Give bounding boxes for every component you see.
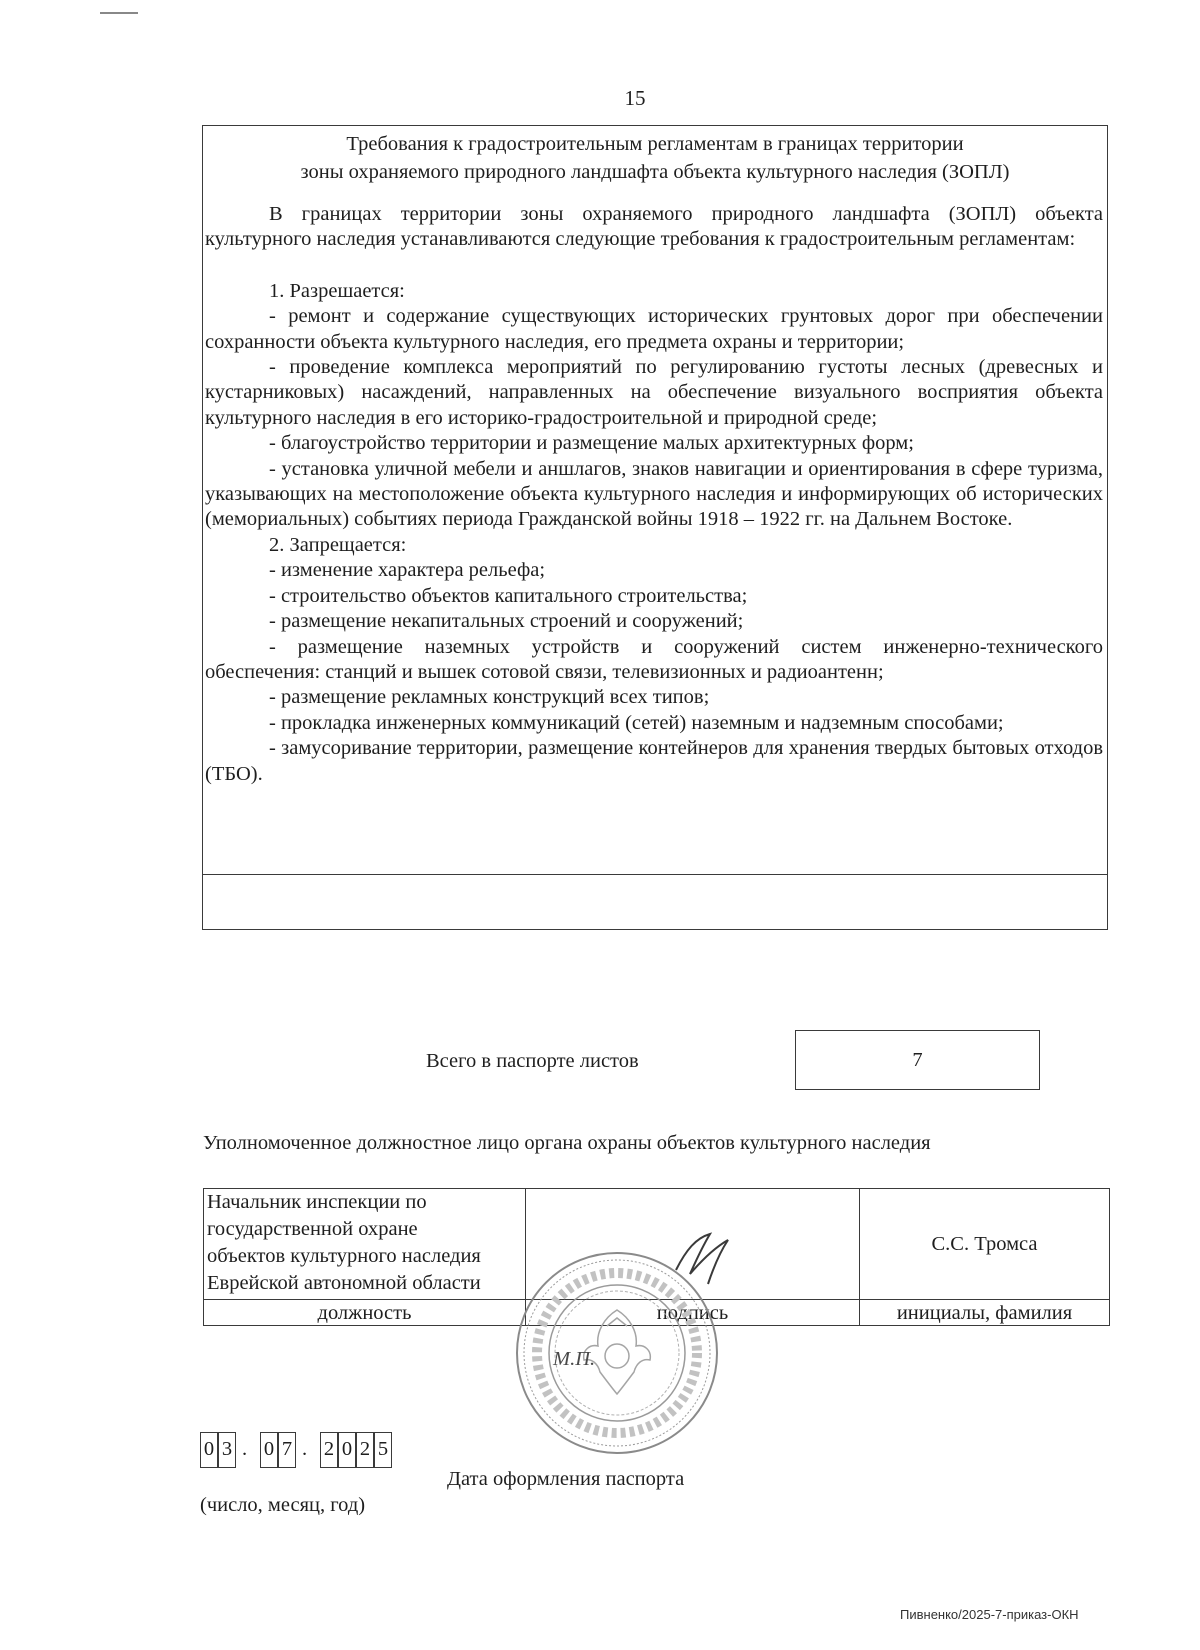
date-year-digit: 0 xyxy=(338,1432,356,1468)
forbidden-item: - изменение характера рельефа; xyxy=(269,559,546,582)
caption-position: должность xyxy=(203,1300,525,1326)
forbidden-title: 2. Запрещается: xyxy=(269,533,407,556)
date-month-digit: 7 xyxy=(278,1432,296,1468)
date-day-digit: 3 xyxy=(218,1432,236,1468)
official-title-line: Уполномоченное должностное лицо органа охраны объектов культурного наследия xyxy=(203,1132,931,1154)
date-year-digit: 2 xyxy=(356,1432,374,1468)
date-month-digit: 0 xyxy=(260,1432,278,1468)
position-line: Начальник инспекции по xyxy=(207,1191,427,1213)
sheet-count-value: 7 xyxy=(795,1030,1040,1090)
date-year-digit: 2 xyxy=(320,1432,338,1468)
corner-rule xyxy=(100,12,138,14)
page-number: 15 xyxy=(624,86,646,110)
forbidden-item: - прокладка инженерных коммуникаций (сетей) наземным и надземным способами; xyxy=(269,711,1004,734)
seal-label: М.П. xyxy=(553,1348,596,1370)
caption-signature: подпись xyxy=(525,1300,859,1326)
forbidden-item: - строительство объектов капитального строительства; xyxy=(269,584,748,607)
heading-line: зоны охраняемого природного ландшафта объекта культурного наследия (ЗОПЛ) xyxy=(300,161,1010,183)
date-separator: . xyxy=(302,1438,308,1460)
requirements-heading xyxy=(203,130,1107,186)
box-divider xyxy=(203,874,1107,875)
date-label: Дата оформления паспорта xyxy=(447,1468,685,1490)
intro-paragraph: В границах территории зоны охраняемого природного ландшафта (ЗОПЛ) объекта культурного наследия устанавливаются следующие требования к градостроительным регламентам: xyxy=(205,203,1103,251)
forbidden-item: - замусоривание территории, размещение контейнеров для хранения твердых бытовых отходов (ТБО). xyxy=(205,737,1103,785)
position-cell xyxy=(203,1188,525,1300)
allowed-item: - благоустройство территории и размещение малых архитектурных форм; xyxy=(269,432,914,455)
allowed-title: 1. Разрешается: xyxy=(269,279,405,302)
date-day-digit: 0 xyxy=(200,1432,218,1468)
position-line: Еврейской автономной области xyxy=(207,1272,481,1294)
allowed-item: - ремонт и содержание существующих исторических грунтовых дорог при обеспечении сохранности объекта культурного наследия, его предмета охраны и территории; xyxy=(205,305,1103,353)
position-line: государственной охране xyxy=(207,1218,418,1240)
allowed-item: - установка уличной мебели и аншлагов, знаков навигации и ориентирования в сфере туризма, указывающих на местоположение объекта культурного наследия и информирующих об исторических (мемориальных) событиях периода Гражданской войны 1918 – 1922 гг. на Дальнем Востоке. xyxy=(205,457,1103,531)
forbidden-item: - размещение наземных устройств и сооружений систем инженерно-технического обеспечения: станций и вышек сотовой связи, телевизионных и радиоантенн; xyxy=(205,635,1103,683)
requirements-text xyxy=(203,202,1107,787)
official-name: С.С. Тромса xyxy=(859,1188,1110,1300)
sheet-count-label: Всего в паспорте листов xyxy=(426,1050,639,1072)
caption-name: инициалы, фамилия xyxy=(859,1300,1110,1326)
heading-line: Требования к градостроительным регламентам в границах территории xyxy=(346,133,964,155)
signature-mark xyxy=(668,1230,738,1290)
position-line: объектов культурного наследия xyxy=(207,1245,481,1267)
date-year-digit: 5 xyxy=(374,1432,392,1468)
allowed-item: - проведение комплекса мероприятий по регулированию густоты лесных (древесных и кустарниковых) насаждений, направленных на обеспечение визуального восприятия объекта культурного наследия в его историко-градостроительной и природной среде; xyxy=(205,356,1103,429)
date-separator: . xyxy=(242,1438,248,1460)
forbidden-item: - размещение рекламных конструкций всех типов; xyxy=(269,686,710,709)
footer-reference: Пивненко/2025-7-приказ-ОКН xyxy=(900,1607,1079,1622)
forbidden-item: - размещение некапитальных строений и сооружений; xyxy=(269,610,744,633)
requirements-box xyxy=(202,125,1108,930)
date-caption: (число, месяц, год) xyxy=(200,1494,366,1516)
